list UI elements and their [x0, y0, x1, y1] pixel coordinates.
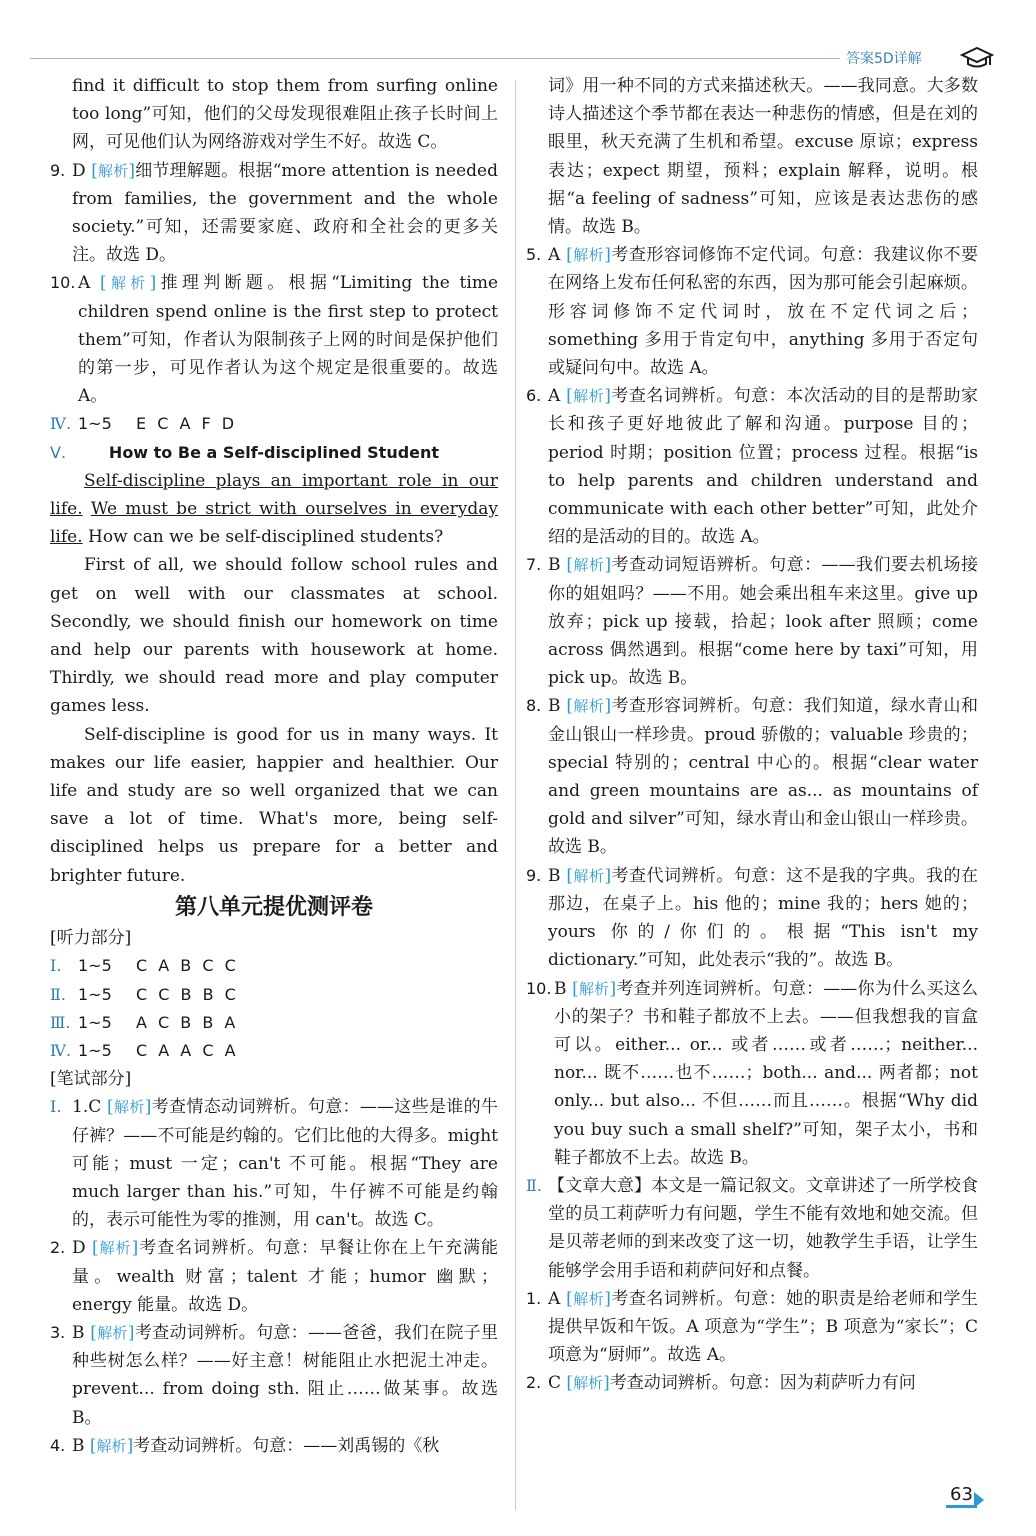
answer-item-8: 8. B [解析]考查形容词辨析。句意：我们知道，绿水青山和金山银山一样珍贵。proud 骄傲的；valuable 珍贵的；special 特别的；central 中心的。根据“clear water and green mountains are as... as mountains of gold and silver”可知，绿水青山和金山银山一样珍贵。故选 B。	[526, 692, 978, 861]
answer-item-6: 6. A [解析]考查名词辨析。句意：本次活动的目的是帮助家长和孩子更好地彼此了解和沟通。purpose 目的；period 时期；position 位置；process 过程。根据“is to help parents and children understand and communicate with each other better”可知，此处介绍的是活动的目的。故选 A。	[526, 382, 978, 551]
column-divider	[515, 80, 516, 1510]
answer-range: 1~5	[78, 1012, 112, 1032]
written-item-2: 2. D [解析]考查名词辨析。句意：早餐让你在上午充满能量。wealth 财富；talent 才能；humor 幽默；energy 能量。故选 D。	[50, 1234, 498, 1319]
item-number: 10.	[50, 273, 76, 293]
listening-answers-1	[50, 952, 498, 980]
summary-label: 【文章大意】	[548, 1175, 652, 1196]
answer-item-10: 10. B [解析]考查并列连词辨析。句意：——你为什么买这么小的架子？书和鞋子都放不上去。——但我想我的盲盒可以。either... or... 或者……或者……；neither... nor... 既不……也不……；both... and... 两者都；not only... but also... 不但……而且……。根据“Why did you buy such a small shelf?”可知，架子太小，书和鞋子都放不上去。故选 B。	[526, 975, 978, 1172]
page-marker-icon	[974, 1492, 984, 1508]
answer-continuation: 词》用一种不同的方式来描述秋天。——我同意。大多数诗人描述这个季节都在表达一种悲伤的情感，但是在刘的眼里，秋天充满了生机和希望。excuse 原谅；express 表达；expect 期望，预料；explain 解释，说明。根据“a feeling of sadness”可知，应该是表达悲伤的感情。故选 B。	[548, 76, 978, 238]
section-numeral: Ⅰ.	[50, 956, 62, 976]
analysis-tag: 解析	[106, 274, 150, 293]
analysis-tag: 解析	[573, 1374, 604, 1393]
item-number: 8.	[526, 696, 542, 716]
item-explanation: 考查情态动词辨析。句意：——这些是谁的牛仔裤？——不可能是约翰的。它们比他的大得多。might 可能；must 一定；can't 不可能。根据“They are much larger than his.”可知，牛仔裤不可能是约翰的，表示可能性为零的推测，用 can't。故选 C。	[72, 1097, 499, 1231]
answer-continuation: find it difficult to stop them from surfing online too long”可知，他们的父母发现很难阻止孩子长时间上网，可见他们认为网络游戏对学生不好。故选 C。	[72, 76, 498, 153]
answer-range: 1~5	[78, 414, 112, 434]
item-explanation: 考查并列连词辨析。句意：——你为什么买这么小的架子？书和鞋子都放不上去。——但我想我的盲盒可以。either... or... 或者……或者……；neither... nor... 既不……也不……；both... and... 两者都；not only... but also... 不但……而且……。根据“Why did you buy such a small shelf?”可知，架子太小，书和鞋子都放不上去。故选 B。	[554, 978, 979, 1168]
item-answer: C	[88, 1097, 102, 1118]
section-4-answers	[50, 410, 498, 438]
analysis-tag: 解析	[98, 1239, 132, 1258]
essay-title: How to Be a Self-disciplined Student	[108, 442, 440, 462]
item-explanation: 考查名词辨析。句意：本次活动的目的是帮助家长和孩子更好地彼此了解和沟通。purpose 目的；period 时期；position 位置；process 过程。根据“is to help parents and children understand and communicate with each other better”可知，此处介绍的是活动的目的。故选 A。	[548, 386, 978, 548]
item-explanation: 考查动词辨析。句意：——刘禹锡的《秋	[133, 1435, 440, 1456]
underlined-sentence: We must be strict with ourselves in everyday life.	[50, 499, 499, 548]
item-answer: A	[548, 245, 561, 266]
essay-text: How can we be self-disciplined students?	[88, 527, 444, 548]
item-number: 9.	[526, 865, 542, 885]
analysis-tag: 解析	[113, 1098, 145, 1117]
section-numeral: Ⅳ.	[50, 414, 72, 434]
analysis-tag: 解析	[573, 556, 605, 575]
answer-range: 1~5	[78, 956, 112, 976]
item-number: 1.	[526, 1288, 542, 1308]
listening-answers-3	[50, 1009, 498, 1037]
section-2-summary	[526, 1172, 978, 1285]
item-answer: B	[72, 1435, 85, 1456]
section-numeral: Ⅲ.	[50, 1012, 71, 1032]
answer-item-9: 9. D [解析]细节理解题。根据“more attention is needed from families, the government and the whole society.”可知，还需要家庭、政府和全社会的更多关注。故选 D。	[50, 157, 498, 270]
answer-item-7: 7. B [解析]考查动词短语辨析。句意：——我们要去机场接你的姐姐吗？——不用。她会乘出租车来这里。give up 放弃；pick up 接载，拾起；look after 照顾；come across 偶然遇到。根据“come here by taxi”可知，用 pick up。故选 B。	[526, 551, 978, 692]
item-number: 1.	[72, 1097, 89, 1118]
analysis-tag: 解析	[572, 246, 605, 265]
analysis-tag: 解析	[573, 697, 605, 716]
analysis-tag: 解析	[572, 1289, 605, 1308]
answer-letters: C A B C C	[136, 956, 239, 976]
item-number: 9.	[50, 160, 66, 180]
analysis-tag: 解析	[97, 161, 129, 180]
item-number: 7.	[526, 555, 542, 575]
item-explanation: 考查名词辨析。句意：早餐让你在上午充满能量。wealth 财富；talent 才能；humor 幽默；energy 能量。故选 D。	[72, 1238, 498, 1315]
item-explanation: 考查名词辨析。句意：她的职责是给老师和学生提供早饭和午饭。A 项意为“学生”；B 项意为“家长”；C 项意为“厨师”。故选 A。	[548, 1288, 978, 1366]
item-number: 4.	[50, 1435, 66, 1455]
item-number: 10.	[526, 978, 552, 998]
item-explanation: 考查形容词辨析。句意：我们知道，绿水青山和金山银山一样珍贵。proud 骄傲的；valuable 珍贵的；special 特别的；central 中心的。根据“clear water and green mountains are as... as mountains of gold and silver”可知，绿水青山和金山银山一样珍贵。故选 B。	[548, 696, 979, 858]
listening-answers-2	[50, 981, 498, 1009]
item-answer: B	[548, 696, 561, 717]
header-rule	[30, 58, 840, 59]
summary-item-2: 2. C [解析]考查动词辨析。句意：因为莉萨听力有问	[526, 1369, 978, 1397]
written-item-4: 4. B [解析]考查动词辨析。句意：——刘禹锡的《秋	[50, 1432, 498, 1460]
section-numeral: Ⅳ.	[50, 1040, 72, 1060]
item-answer: D	[72, 160, 86, 181]
item-answer: B	[548, 865, 561, 886]
item-explanation: 考查动词短语辨析。句意：——我们要去机场接你的姐姐吗？——不用。她会乘出租车来这里。give up 放弃；pick up 接载，拾起；look after 照顾；come across 偶然遇到。根据“come here by taxi”可知，用 pick up。故选 B。	[548, 555, 979, 689]
written-item-1: Ⅰ. 1.C [解析]考查情态动词辨析。句意：——这些是谁的牛仔裤？——不可能是约翰的。它们比他的大得多。might 可能；must 一定；can't 不可能。根据“They are much larger than his.”可知，牛仔裤不可能是约翰的，表示可能性为零的推测，用 can't。故选 C。	[50, 1093, 498, 1234]
item-number: 2.	[526, 1373, 542, 1393]
header-title: 答案5D详解	[846, 51, 922, 67]
section-numeral: Ⅱ.	[50, 984, 66, 1004]
item-number: 5.	[526, 245, 542, 265]
listening-label: [听力部分]	[50, 928, 132, 949]
analysis-tag: 解析	[578, 979, 610, 998]
essay-paragraph-3: Self-discipline is good for us in many ways. It makes our life easier, happier and healthier. Our life and study are so well organized that we can save a lot of time. What's more, being self-disciplined helps us prepare for a better and brighter future.	[50, 724, 498, 886]
written-item-3: 3. B [解析]考查动词辨析。句意：——爸爸，我们在院子里种些树怎么样？——好主意！树能阻止水把泥土冲走。prevent... from doing sth. 阻止……做某事。故选 B。	[50, 1319, 498, 1432]
answer-range: 1~5	[78, 984, 112, 1004]
item-number: 3.	[50, 1322, 66, 1342]
answer-item-10: 10. A [解析]推理判断题。根据“Limiting the time children spend online is the first step to protect them”可知，作者认为限制孩子上网的时间是保护他们的第一步，可见作者认为这个规定是很重要的。故选 A。	[50, 269, 498, 410]
written-label: [笔试部分]	[50, 1069, 132, 1090]
answer-letters: C C B B C	[136, 984, 239, 1004]
item-explanation: 考查动词辨析。句意：——爸爸，我们在院子里种些树怎么样？——好主意！树能阻止水把泥土冲走。prevent... from doing sth. 阻止……做某事。故选 B。	[72, 1322, 498, 1428]
answer-letters: A C B B A	[136, 1012, 239, 1032]
answer-letters: E C A F D	[136, 414, 238, 434]
item-explanation: 细节理解题。根据“more attention is needed from families, the government and the whole society.”可知，还需要家庭、政府和全社会的更多关注。故选 D。	[72, 160, 498, 266]
summary-text: 本文是一篇记叙文。文章讲述了一所学校食堂的员工莉萨听力有问题，学生不能有效地和她交流。但是贝蒂老师的到来改变了这一切，她教学生手语，让学生能够学会用手语和莉萨问好和点餐。	[548, 1175, 978, 1281]
essay-paragraph-1	[50, 467, 498, 552]
summary-item-1: 1. A [解析]考查名词辨析。句意：她的职责是给老师和学生提供早饭和午饭。A 项意为“学生”；B 项意为“家长”；C 项意为“厨师”。故选 A。	[526, 1285, 978, 1370]
analysis-tag: 解析	[96, 1323, 128, 1342]
item-explanation: 考查动词辨析。句意：因为莉萨听力有问	[609, 1373, 916, 1394]
answer-range: 1~5	[78, 1040, 112, 1060]
analysis-tag: 解析	[572, 387, 605, 406]
item-answer: C	[548, 1373, 562, 1394]
right-column	[526, 72, 978, 1398]
item-answer: B	[72, 1322, 85, 1343]
item-answer: A	[78, 273, 91, 294]
item-explanation: 推理判断题。根据“Limiting the time children spend online is the first step to protect them”可知，作者认为限制孩子上网的时间是保护他们的第一步，可见作者认为这个规定是很重要的。故选 A。	[78, 273, 499, 407]
page-number: 63	[946, 1484, 977, 1508]
item-explanation: 考查形容词修饰不定代词。句意：我建议你不要在网络上发布任何私密的东西，因为那可能会引起麻烦。形容词修饰不定代词时，放在不定代词之后；something 多用于肯定句中，anything 多用于否定句或疑问句中。故选 A。	[548, 245, 978, 379]
unit-title: 第八单元提优测评卷	[174, 894, 373, 920]
underlined-sentence: Self-discipline plays an important role in our life.	[50, 470, 498, 520]
item-answer: D	[72, 1238, 86, 1259]
essay-paragraph-2: First of all, we should follow school rules and get on well with our classmates at school. Secondly, we should finish our homework on time and help our parents with housework at home. Thirdly, we should read more and play computer games less.	[50, 555, 498, 717]
section-numeral: Ⅴ.	[50, 442, 67, 462]
item-answer: A	[548, 386, 561, 407]
item-answer: B	[554, 978, 567, 999]
answer-letters: C A A C A	[136, 1040, 239, 1060]
answer-item-5: 5. A [解析]考查形容词修饰不定代词。句意：我建议你不要在网络上发布任何私密的东西，因为那可能会引起麻烦。形容词修饰不定代词时，放在不定代词之后；something 多用于肯定句中，anything 多用于否定句或疑问句中。故选 A。	[526, 241, 978, 382]
item-answer: B	[548, 555, 561, 576]
item-number: 6.	[526, 386, 542, 406]
section-numeral: Ⅰ.	[50, 1097, 62, 1117]
analysis-tag: 解析	[96, 1436, 127, 1455]
graduation-cap-icon	[960, 45, 994, 73]
section-numeral: Ⅱ.	[526, 1175, 542, 1195]
left-column	[50, 72, 498, 1460]
item-number: 2.	[50, 1238, 66, 1258]
section-5-header	[50, 439, 498, 467]
item-answer: A	[548, 1288, 561, 1309]
analysis-tag: 解析	[573, 866, 605, 885]
item-explanation: 考查代词辨析。句意：这不是我的字典。我的在那边，在桌子上。his 他的；mine 我的；hers 她的；yours 你的/你们的。根据“This isn't my dictionary.”可知，此处表示“我的”。故选 B。	[548, 865, 979, 971]
answer-item-9: 9. B [解析]考查代词辨析。句意：这不是我的字典。我的在那边，在桌子上。his 他的；mine 我的；hers 她的；yours 你的/你们的。根据“This isn't my dictionary.”可知，此处表示“我的”。故选 B。	[526, 862, 978, 975]
listening-answers-4	[50, 1037, 498, 1065]
